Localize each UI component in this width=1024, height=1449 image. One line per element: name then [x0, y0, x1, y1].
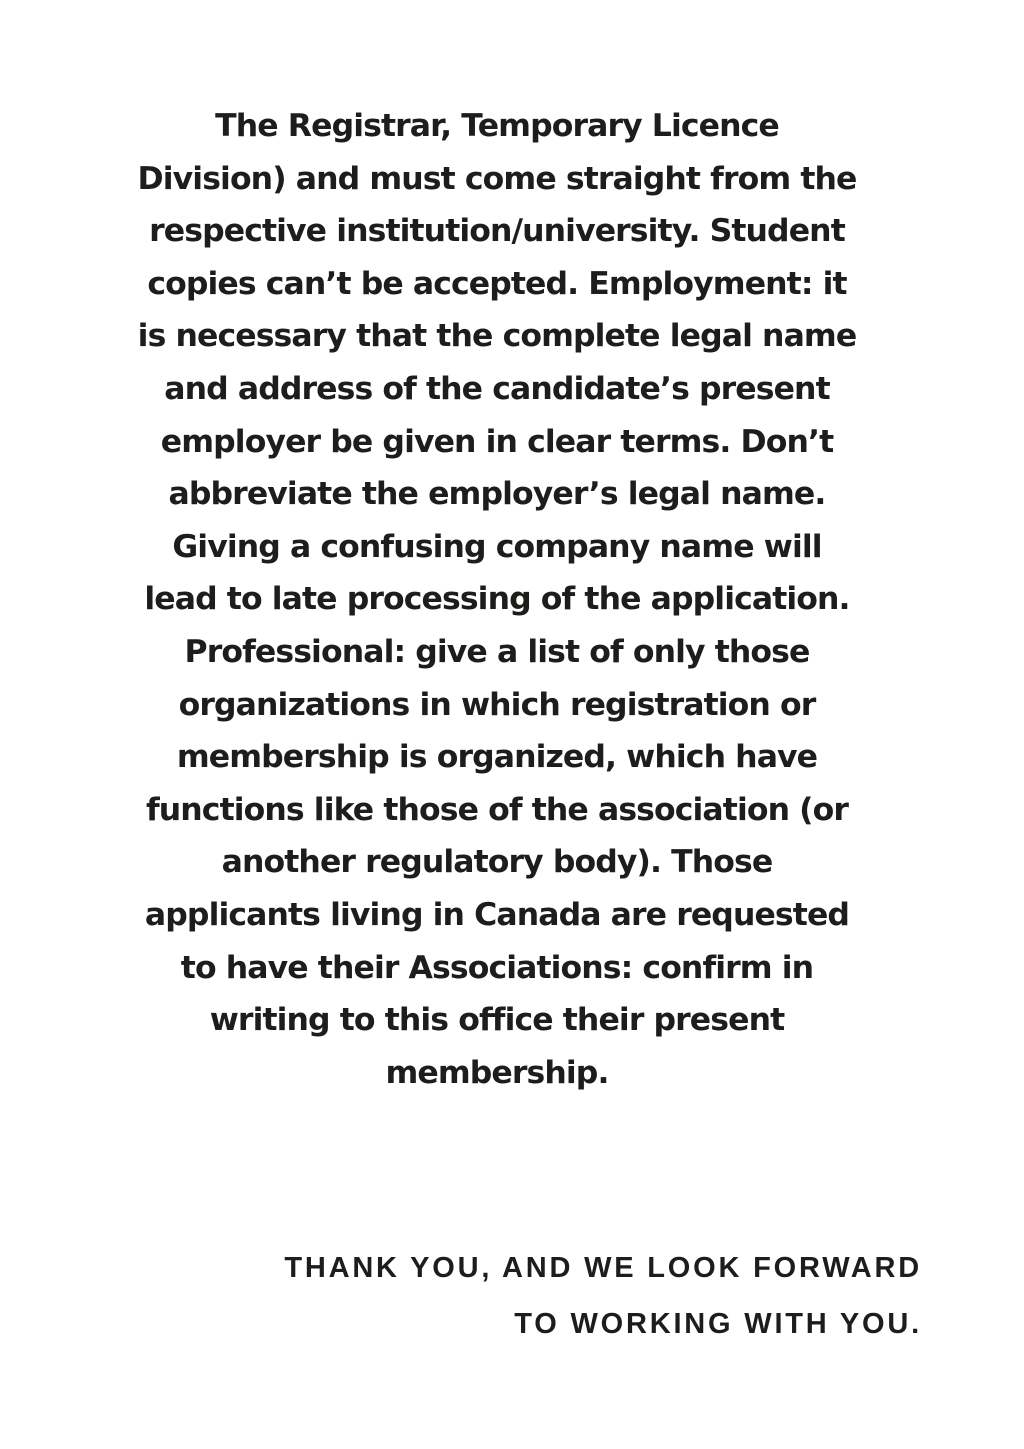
body-paragraph: [100, 100, 894, 1099]
body-line: membership.: [385, 1054, 609, 1091]
body-line: to have their Associations: confirm in: [180, 949, 814, 986]
body-line: is necessary that the complete legal name: [137, 318, 857, 355]
body-line: writing to this office their present: [209, 1002, 785, 1039]
body-line: copies can’t be accepted. Employment: it: [147, 265, 847, 302]
body-line: membership is organized, which have: [176, 739, 818, 776]
body-line: The Registrar, Temporary Licence: [215, 108, 779, 144]
closing-line: TO WORKING WITH YOU.: [514, 1308, 922, 1340]
body-line: respective institution/university. Student: [149, 213, 845, 250]
body-line: lead to late processing of the application.: [144, 581, 850, 618]
closing-message: [162, 1240, 922, 1352]
body-line: abbreviate the employer’s legal name.: [168, 476, 826, 513]
body-line: functions like those of the association (or: [145, 791, 849, 828]
body-line: and address of the candidate’s present: [164, 370, 830, 407]
body-line: organizations in which registration or: [178, 686, 816, 723]
body-line: Giving a confusing company name will: [172, 528, 822, 565]
body-line: Division) and must come straight from the: [137, 160, 857, 197]
body-line: another regulatory body). Those: [221, 844, 773, 881]
body-line: employer be given in clear terms. Don’t: [160, 423, 834, 460]
body-line: applicants living in Canada are requested: [144, 896, 850, 933]
closing-line: THANK YOU, AND WE LOOK FORWARD: [284, 1252, 922, 1284]
body-line: Professional: give a list of only those: [184, 633, 810, 670]
